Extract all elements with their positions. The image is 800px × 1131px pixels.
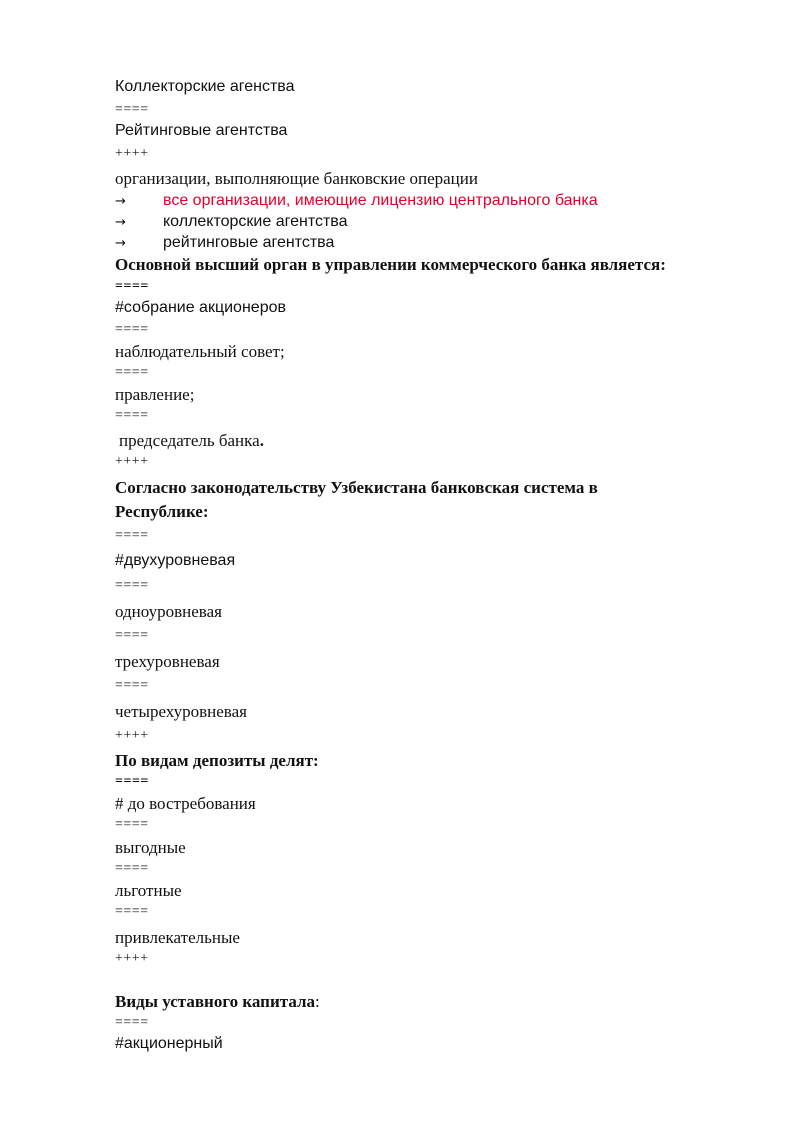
plus-separator: ++++ — [115, 951, 149, 966]
answer-option: правление; — [115, 385, 195, 404]
answer-option: рейтинговые агентства — [163, 234, 335, 251]
question-heading-continued: Республике: — [115, 502, 209, 521]
highlighted-answer: все организации, имеющие лицензию центрального банка — [163, 192, 598, 209]
separator: ==== — [115, 578, 149, 593]
separator: ==== — [115, 904, 149, 919]
question-heading: Основной высший орган в управлении коммерческого банка является: — [115, 255, 666, 274]
answer-option — [119, 432, 264, 449]
answer-option: наблюдательный совет; — [115, 342, 285, 361]
question-heading-text: Виды уставного капитала — [115, 992, 316, 1011]
arrow-icon: → — [115, 236, 126, 251]
separator: ==== — [115, 322, 149, 337]
question-heading: Согласно законодательству Узбекистана банковская система в — [115, 478, 598, 497]
arrow-list-item — [0, 192, 800, 212]
arrow-icon: → — [115, 194, 126, 209]
arrow-icon: → — [115, 215, 126, 230]
colon-mark: : — [315, 992, 320, 1011]
question-heading: По видам депозиты делят: — [115, 751, 319, 770]
separator: ==== — [115, 279, 149, 294]
separator: ==== — [115, 861, 149, 876]
answer-option: #двухуровневая — [115, 552, 236, 569]
answer-option: четырехуровневая — [115, 702, 247, 721]
answer-option: #акционерный — [115, 1035, 223, 1052]
separator: ==== — [115, 1015, 149, 1030]
separator: ==== — [115, 408, 149, 423]
text-line: Рейтинговые агентства — [115, 122, 288, 139]
answer-option: коллекторские агентства — [163, 213, 348, 230]
plus-separator: ++++ — [115, 728, 149, 743]
answer-option-text: председатель банка — [119, 431, 260, 450]
separator: ==== — [115, 774, 149, 789]
answer-option: льготные — [115, 881, 182, 900]
plus-separator: ++++ — [115, 454, 149, 469]
answer-option: одноуровневая — [115, 602, 222, 621]
answer-option: привлекательные — [115, 928, 240, 947]
answer-option: #собрание акционеров — [115, 299, 286, 316]
plus-separator: ++++ — [115, 146, 149, 161]
answer-option: трехуровневая — [115, 652, 220, 671]
separator: ==== — [115, 528, 149, 543]
period-mark: . — [259, 431, 264, 450]
text-line: Коллекторские агенства — [115, 78, 295, 95]
arrow-list-item — [0, 234, 800, 254]
separator: ==== — [115, 102, 149, 117]
separator: ==== — [115, 628, 149, 643]
arrow-list-item — [0, 213, 800, 233]
question-heading — [115, 993, 320, 1010]
answer-option: выгодные — [115, 838, 186, 857]
answer-option: # до востребования — [115, 794, 256, 813]
text-line: организации, выполняющие банковские операции — [115, 169, 478, 188]
separator: ==== — [115, 678, 149, 693]
separator: ==== — [115, 365, 149, 380]
separator: ==== — [115, 817, 149, 832]
